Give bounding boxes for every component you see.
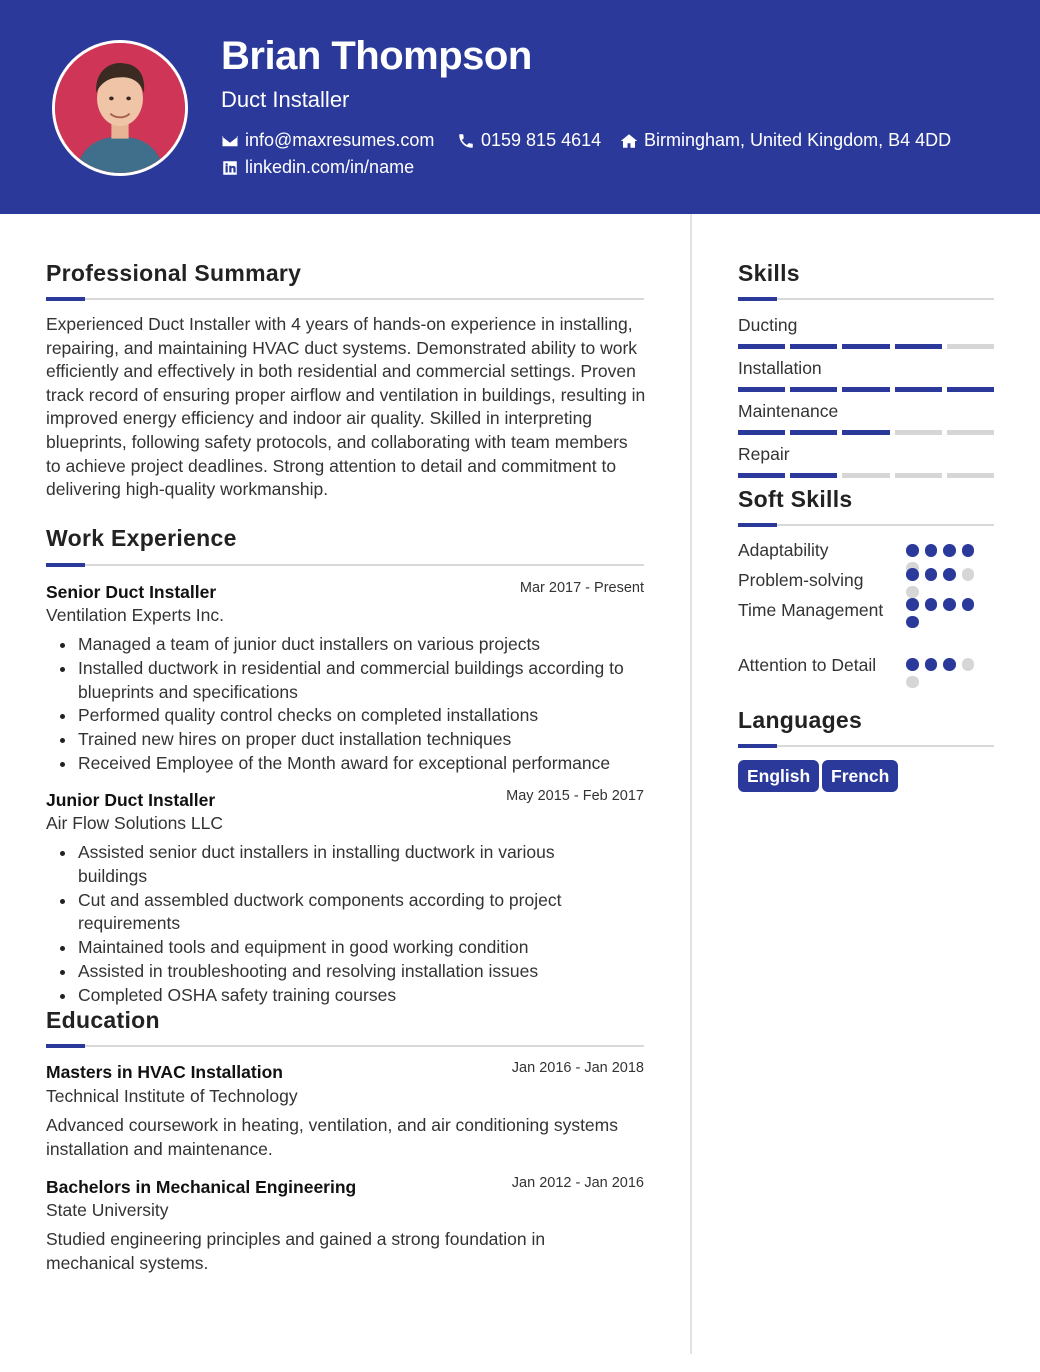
skill-level-segment [895, 430, 942, 435]
list-item: Maintained tools and equipment in good working condition [78, 936, 598, 960]
soft-skill-name: Problem-solving [738, 570, 864, 590]
home-icon [620, 132, 638, 150]
skill-level-segment [790, 387, 837, 392]
list-item: Assisted in troubleshooting and resolving installation issues [78, 960, 598, 984]
section-title-languages: Languages [738, 707, 863, 733]
rating-dot [906, 676, 919, 689]
soft-skill-name: Attention to Detail [738, 655, 877, 675]
rating-dot [906, 568, 919, 581]
job-company: Air Flow Solutions LLC [46, 813, 224, 833]
skill-level-segment [738, 387, 785, 392]
rating-dot [906, 658, 919, 671]
skill-level-segment [947, 387, 994, 392]
job-bullets [78, 633, 644, 776]
rating-dot [925, 568, 938, 581]
job-bullets [78, 841, 598, 1008]
soft-skill-rating [906, 568, 978, 598]
skill-level-bar [738, 344, 994, 349]
candidate-name: Brian Thompson [221, 34, 532, 78]
degree-title: Masters in HVAC Installation [46, 1062, 283, 1082]
section-rule [46, 298, 644, 300]
list-item: Completed OSHA safety training courses [78, 984, 598, 1008]
soft-skill-name: Time Management [738, 600, 884, 620]
list-item: Performed quality control checks on completed installations [78, 704, 644, 728]
skill-level-segment [790, 473, 837, 478]
summary-text: Experienced Duct Installer with 4 years of hands-on experience in installing, repairing, and maintaining HVAC duct systems. Demonstrated ability to work efficiently and effectively in both residential and commercial settings. Proven track record of ensuring proper airflow and ventilation in buildings, resulting in improved energy efficiency and indoor air quality. Skilled in interpreting blueprints, following safety protocols, and collaborating with team members to achieve project deadlines. Strong attention to detail and commitment to delivering high-quality workmanship. [46, 314, 646, 500]
envelope-icon [221, 132, 239, 150]
skill-level-segment [790, 430, 837, 435]
resume-header [0, 0, 1040, 214]
list-item: Installed ductwork in residential and commercial buildings according to blueprints and specifications [78, 657, 644, 705]
job-title: Junior Duct Installer [46, 790, 216, 810]
skill-level-segment [738, 473, 785, 478]
profile-photo [55, 43, 185, 173]
language-badge: French [822, 760, 898, 792]
rating-dot [943, 598, 956, 611]
contact-phone[interactable] [457, 130, 601, 151]
job-title: Senior Duct Installer [46, 582, 217, 602]
linkedin-text: linkedin.com/in/name [245, 157, 415, 177]
skill-level-segment [947, 344, 994, 349]
skill-level-bar [738, 473, 994, 478]
skill-level-segment [790, 344, 837, 349]
skill-name: Installation [738, 358, 822, 378]
skill-level-bar [738, 387, 994, 392]
section-title-summary: Professional Summary [46, 260, 302, 286]
skill-level-segment [895, 387, 942, 392]
language-badge: English [738, 760, 819, 792]
list-item: Received Employee of the Month award for exceptional performance [78, 752, 644, 776]
degree-date: Jan 2012 - Jan 2016 [511, 1175, 644, 1191]
section-title-experience: Work Experience [46, 525, 237, 551]
email-text: info@maxresumes.com [245, 130, 435, 150]
soft-skill-name: Adaptability [738, 540, 829, 560]
list-item: Cut and assembled ductwork components according to project requirements [78, 889, 598, 937]
rating-dot [943, 658, 956, 671]
section-title-education: Education [46, 1007, 160, 1033]
rating-dot [943, 568, 956, 581]
contact-email[interactable] [221, 130, 434, 151]
address-text: Birmingham, United Kingdom, B4 4DD [644, 130, 952, 150]
rating-dot [925, 658, 938, 671]
avatar [52, 40, 188, 176]
contact-linkedin[interactable] [221, 157, 414, 178]
school-name: State University [46, 1200, 169, 1220]
rating-dot [962, 544, 975, 557]
soft-skill-rating [906, 598, 978, 628]
rating-dot [925, 544, 938, 557]
skill-level-segment [895, 344, 942, 349]
rating-dot [906, 616, 919, 629]
skill-level-segment [947, 430, 994, 435]
rating-dot [962, 658, 975, 671]
skill-level-segment [842, 473, 889, 478]
section-rule [738, 298, 994, 300]
rating-dot [962, 598, 975, 611]
skill-name: Ducting [738, 315, 798, 335]
skill-level-segment [842, 344, 889, 349]
degree-description: Studied engineering principles and gained a strong foundation in mechanical systems. [46, 1229, 546, 1273]
list-item: Managed a team of junior duct installers on various projects [78, 633, 644, 657]
skill-level-bar [738, 430, 994, 435]
school-name: Technical Institute of Technology [46, 1086, 298, 1106]
section-title-skills: Skills [738, 260, 800, 286]
skill-name: Repair [738, 444, 790, 464]
phone-text: 0159 815 4614 [481, 130, 602, 150]
job-company: Ventilation Experts Inc. [46, 605, 225, 625]
skill-level-segment [738, 344, 785, 349]
degree-title: Bachelors in Mechanical Engineering [46, 1177, 357, 1197]
skill-level-segment [738, 430, 785, 435]
job-date: May 2015 - Feb 2017 [506, 788, 644, 804]
skill-level-segment [842, 430, 889, 435]
skill-level-segment [842, 387, 889, 392]
section-title-soft-skills: Soft Skills [738, 486, 853, 512]
rating-dot [906, 598, 919, 611]
list-item: Assisted senior duct installers in installing ductwork in various buildings [78, 841, 598, 889]
section-rule [46, 564, 644, 566]
linkedin-icon [221, 159, 239, 177]
section-rule [46, 1045, 644, 1047]
skill-level-segment [895, 473, 942, 478]
degree-description: Advanced coursework in heating, ventilation, and air conditioning systems installation and maintenance. [46, 1115, 618, 1159]
job-date: Mar 2017 - Present [519, 580, 644, 596]
column-divider [690, 214, 692, 1354]
degree-date: Jan 2016 - Jan 2018 [511, 1060, 644, 1076]
contact-address [620, 130, 951, 151]
rating-dot [962, 568, 975, 581]
skill-name: Maintenance [738, 401, 839, 421]
rating-dot [906, 586, 919, 599]
phone-icon [457, 132, 475, 150]
skill-level-segment [947, 473, 994, 478]
rating-dot [925, 598, 938, 611]
rating-dot [943, 544, 956, 557]
soft-skill-rating [906, 658, 978, 688]
rating-dot [906, 544, 919, 557]
section-rule [738, 524, 994, 526]
candidate-title: Duct Installer [221, 87, 350, 112]
list-item: Trained new hires on proper duct installation techniques [78, 728, 644, 752]
section-rule [738, 745, 994, 747]
